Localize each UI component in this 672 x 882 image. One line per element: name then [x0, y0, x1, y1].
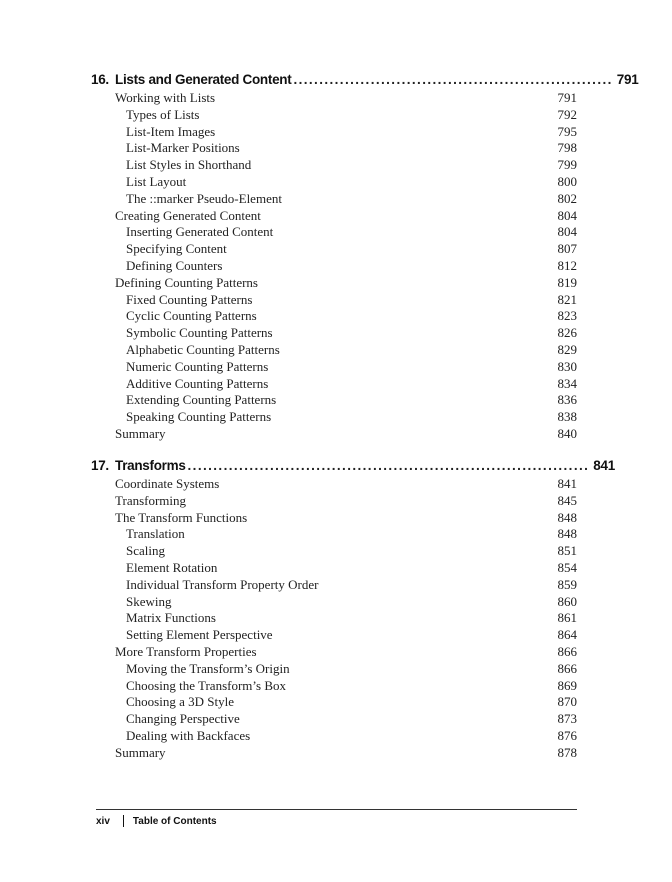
chapter-number: 17. [91, 458, 109, 473]
leader-dots: .............................................................. [293, 72, 613, 87]
toc-entry-title: Scaling [126, 543, 165, 559]
toc-entry[interactable] [91, 409, 577, 426]
toc-entry-title: Defining Counters [126, 257, 223, 273]
toc-entry-page: 804 [557, 207, 577, 223]
toc-entry[interactable] [91, 241, 577, 258]
chapter-heading[interactable] [91, 458, 615, 476]
toc-entry-title: Numeric Counting Patterns [126, 358, 269, 374]
toc-entry[interactable] [91, 157, 577, 174]
toc-entry[interactable] [91, 208, 577, 225]
toc-entry-title: Transforming [115, 492, 187, 508]
toc-entry[interactable] [91, 292, 577, 309]
toc-entry-page: 845 [557, 492, 577, 508]
toc-entry[interactable] [91, 627, 577, 644]
toc-entry-page: 841 [557, 476, 577, 491]
toc-entry-title: Dealing with Backfaces [126, 727, 251, 743]
toc-entry-page: 830 [557, 358, 577, 374]
toc-entry-page: 834 [557, 375, 577, 391]
toc-entry[interactable] [91, 678, 577, 695]
toc-entry[interactable] [91, 325, 577, 342]
toc-entry-page: 860 [557, 593, 577, 609]
toc-entry-title: List Layout [126, 173, 187, 189]
toc-entry-page: 823 [557, 308, 577, 324]
toc-entry-title: Setting Element Perspective [126, 627, 273, 643]
chapter-heading[interactable] [91, 72, 639, 90]
chapter-16-entries [91, 90, 577, 443]
toc-entry-page: 798 [557, 140, 577, 156]
toc-entry[interactable] [91, 745, 577, 762]
toc-entry-page: 836 [557, 392, 577, 408]
toc-entry-page: 804 [557, 224, 577, 240]
toc-entry-page: 812 [557, 257, 577, 273]
toc-entry-title: The ::marker Pseudo-Element [126, 190, 282, 206]
toc-entry[interactable] [91, 191, 577, 208]
toc-entry[interactable] [91, 543, 577, 560]
chapter-16-block [91, 72, 639, 443]
toc-entry-title: List-Marker Positions [126, 140, 240, 156]
toc-entry[interactable] [91, 577, 577, 594]
toc-entry-title: Speaking Counting Patterns [126, 409, 272, 425]
toc-entry-title: Cyclic Counting Patterns [126, 308, 257, 324]
toc-entry-title: Types of Lists [126, 106, 200, 122]
toc-entry-title: Moving the Transform’s Origin [126, 660, 290, 676]
toc-entry-page: 873 [557, 711, 577, 727]
toc-entry-page: 869 [557, 677, 577, 693]
toc-entry-title: Defining Counting Patterns [115, 274, 258, 290]
toc-entry-page: 866 [557, 643, 577, 659]
toc-entry-title: Summary [115, 425, 166, 441]
toc-entry[interactable] [91, 224, 577, 241]
toc-entry-title: More Transform Properties [115, 643, 257, 659]
toc-entry-title: Working with Lists [115, 90, 216, 105]
toc-entry-page: 821 [557, 291, 577, 307]
toc-entry-title: Extending Counting Patterns [126, 392, 277, 408]
toc-entry[interactable] [91, 476, 577, 493]
toc-entry-title: Changing Perspective [126, 711, 240, 727]
chapter-page-number: 841 [593, 458, 615, 473]
toc-entry-page: 864 [557, 627, 577, 643]
toc-entry[interactable] [91, 258, 577, 275]
toc-entry-title: Choosing a 3D Style [126, 694, 234, 710]
chapter-title: Transforms [115, 458, 186, 473]
toc-entry-page: 807 [557, 241, 577, 257]
toc-entry-page: 878 [557, 744, 577, 760]
toc-entry-page: 800 [557, 173, 577, 189]
toc-entry-page: 792 [557, 106, 577, 122]
leader-dots: .............................................................................. [187, 458, 590, 473]
toc-entry-title: Fixed Counting Patterns [126, 291, 253, 307]
toc-entry-page: 826 [557, 325, 577, 341]
toc-entry[interactable] [91, 359, 577, 376]
toc-entry[interactable] [91, 728, 577, 745]
toc-entry[interactable] [91, 275, 577, 292]
chapter-number: 16. [91, 72, 109, 87]
toc-entry[interactable] [91, 560, 577, 577]
toc-entry[interactable] [91, 610, 577, 627]
toc-entry-title: Inserting Generated Content [126, 224, 274, 240]
toc-entry[interactable] [91, 308, 577, 325]
toc-entry[interactable] [91, 174, 577, 191]
chapter-17-entries [91, 476, 577, 762]
toc-entry-title: Choosing the Transform’s Box [126, 677, 286, 693]
toc-entry-title: Symbolic Counting Patterns [126, 325, 273, 341]
toc-entry-page: 795 [557, 123, 577, 139]
toc-entry[interactable] [91, 526, 577, 543]
page-footer [96, 815, 217, 827]
toc-entry-title: Translation [126, 526, 185, 542]
toc-entry-title: Creating Generated Content [115, 207, 261, 223]
toc-entry-page: 848 [557, 526, 577, 542]
toc-entry-title: Summary [115, 744, 166, 760]
toc-entry-page: 861 [557, 610, 577, 626]
toc-entry[interactable] [91, 90, 577, 107]
toc-entry[interactable] [91, 426, 577, 443]
toc-entry-page: 791 [557, 90, 577, 105]
toc-entry-page: 848 [557, 509, 577, 525]
toc-entry[interactable] [91, 342, 577, 359]
chapter-page-number: 791 [616, 72, 639, 87]
toc-entry[interactable] [91, 392, 577, 409]
toc-entry-page: 838 [557, 409, 577, 425]
toc-entry-title: Alphabetic Counting Patterns [126, 341, 280, 357]
chapter-17-block [91, 458, 615, 762]
footer-rule [96, 809, 577, 810]
toc-entry-title: List Styles in Shorthand [126, 157, 252, 173]
toc-entry-page: 870 [557, 694, 577, 710]
toc-entry[interactable] [91, 644, 577, 661]
toc-entry-title: Element Rotation [126, 559, 218, 575]
toc-entry-title: Matrix Functions [126, 610, 216, 626]
toc-entry-page: 876 [557, 727, 577, 743]
toc-entry-title: The Transform Functions [115, 509, 248, 525]
toc-entry[interactable] [91, 694, 577, 711]
toc-entry-page: 819 [557, 274, 577, 290]
toc-entry-page: 802 [557, 190, 577, 206]
toc-entry-title: List-Item Images [126, 123, 216, 139]
toc-entry[interactable] [91, 107, 577, 124]
footer-page-label: xiv [96, 815, 110, 827]
toc-entry[interactable] [91, 376, 577, 393]
toc-entry-title: Additive Counting Patterns [126, 375, 269, 391]
toc-entry-title: Specifying Content [126, 241, 227, 257]
chapter-title: Lists and Generated Content [115, 72, 292, 87]
toc-entry-title: Coordinate Systems [115, 476, 220, 491]
toc-entry[interactable] [91, 124, 577, 141]
toc-entry-page: 854 [557, 559, 577, 575]
footer-separator [123, 815, 124, 827]
toc-entry-page: 866 [557, 660, 577, 676]
toc-entry[interactable] [91, 711, 577, 728]
toc-entry[interactable] [91, 493, 577, 510]
toc-entry[interactable] [91, 661, 577, 678]
toc-entry-page: 859 [557, 576, 577, 592]
toc-entry[interactable] [91, 140, 577, 157]
toc-entry[interactable] [91, 510, 577, 527]
toc-entry-page: 840 [557, 425, 577, 441]
toc-entry-page: 851 [557, 543, 577, 559]
toc-entry-page: 829 [557, 341, 577, 357]
toc-entry-title: Skewing [126, 593, 172, 609]
toc-entry[interactable] [91, 594, 577, 611]
footer-section-title: Table of Contents [132, 815, 217, 827]
toc-entry-page: 799 [557, 157, 577, 173]
toc-entry-title: Individual Transform Property Order [126, 576, 319, 592]
